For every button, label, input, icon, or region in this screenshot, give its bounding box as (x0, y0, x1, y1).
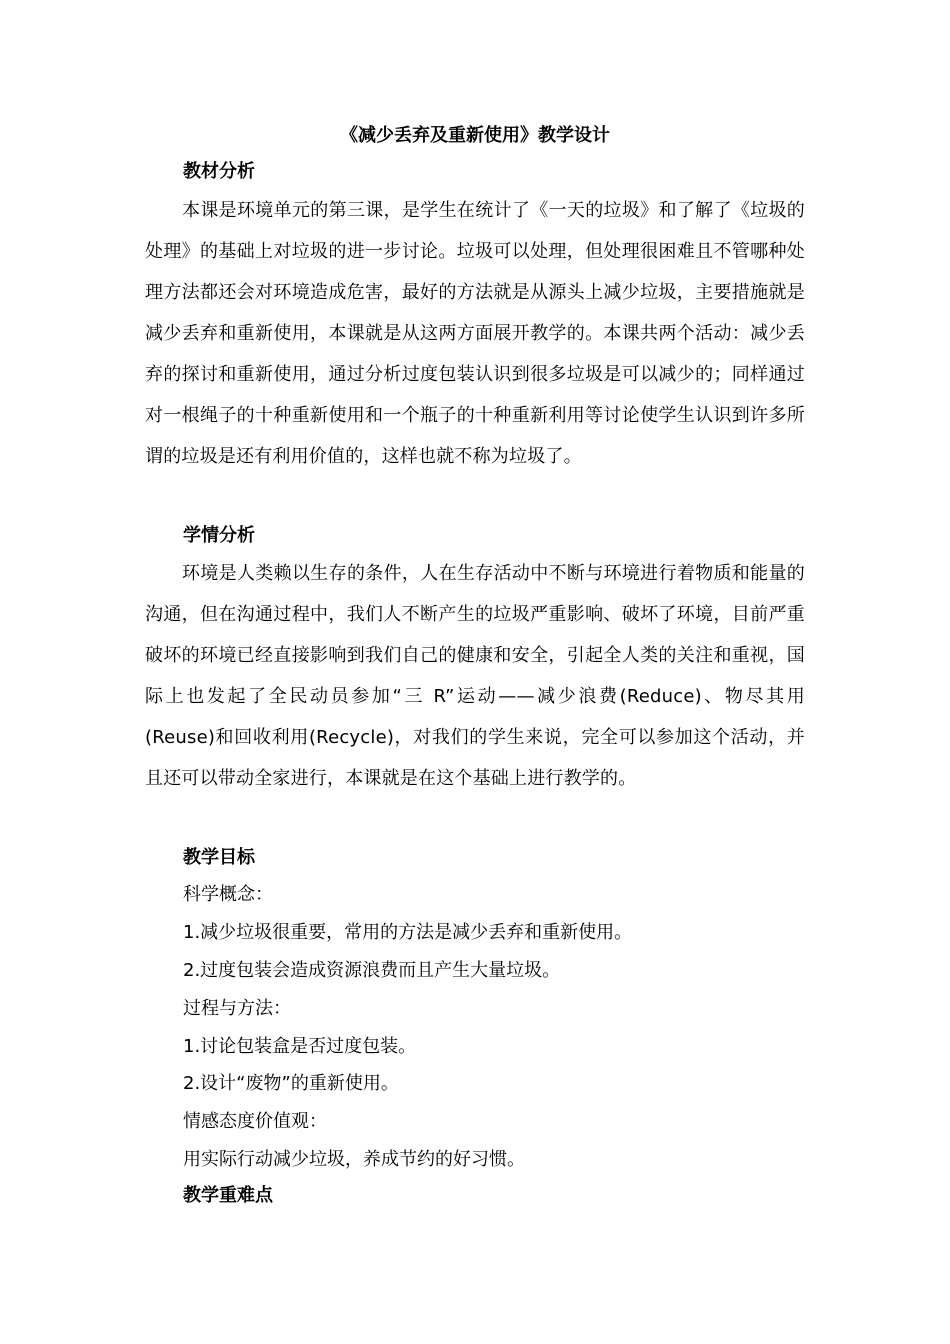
page-title: 《减少丢弃及重新使用》教学设计 (340, 125, 610, 146)
section-heading-teaching-goals: 教学目标 (183, 847, 255, 868)
paragraph-material-analysis: 本课是环境单元的第三课，是学生在统计了《一天的垃圾》和了解了《垃圾的处理》的基础上对垃圾的进一步讨论。垃圾可以处理，但处理很困难且不管哪种处理方法都还会对环境造成危害，最好的方法就是从源头上减少垃圾，主要措施就是减少丢弃和重新使用，本课就是从这两方面展开教学的。本课共两个活动：减少丢弃的探讨和重新使用，通过分析过度包装认识到很多垃圾是可以减少的；同样通过对一根绳子的十种重新使用和一个瓶子的十种重新利用等讨论使学生认识到许多所谓的垃圾是还有利用价值的，这样也就不称为垃圾了。 (145, 200, 805, 467)
paragraph-student-analysis: 环境是人类赖以生存的条件，人在生存活动中不断与环境进行着物质和能量的沟通，但在沟通过程中，我们人不断产生的垃圾严重影响、破坏了环境，目前严重破坏的环境已经直接影响到我们自己的健康和安全，引起全人类的关注和重视，国际上也发起了全民动员参加“三 R”运动——减少浪费(Reduce)、物尽其用(Reuse)和回收利用(Recycle)，对我们的学生来说，完全可以参加这个活动，并且还可以带动全家进行，本课就是在这个基础上进行教学的。 (145, 563, 805, 789)
goal-item-process-2: 2.设计“废物”的重新使用。 (183, 1073, 399, 1094)
goal-item-process-1: 1.讨论包装盒是否过度包装。 (183, 1036, 417, 1057)
goal-item-concept-1: 1.减少垃圾很重要，常用的方法是减少丢弃和重新使用。 (183, 922, 633, 943)
goal-item-attitude-1: 用实际行动减少垃圾，养成节约的好习惯。 (183, 1149, 525, 1170)
goal-label-process-method: 过程与方法： (183, 998, 291, 1019)
section-heading-key-points: 教学重难点 (183, 1185, 273, 1206)
section-heading-material-analysis: 教材分析 (183, 161, 255, 182)
goal-label-science-concept: 科学概念： (183, 884, 273, 905)
goal-item-concept-2: 2.过度包装会造成资源浪费而且产生大量垃圾。 (183, 960, 561, 981)
section-heading-student-analysis: 学情分析 (183, 525, 255, 546)
goal-label-attitude: 情感态度价值观： (183, 1111, 327, 1132)
